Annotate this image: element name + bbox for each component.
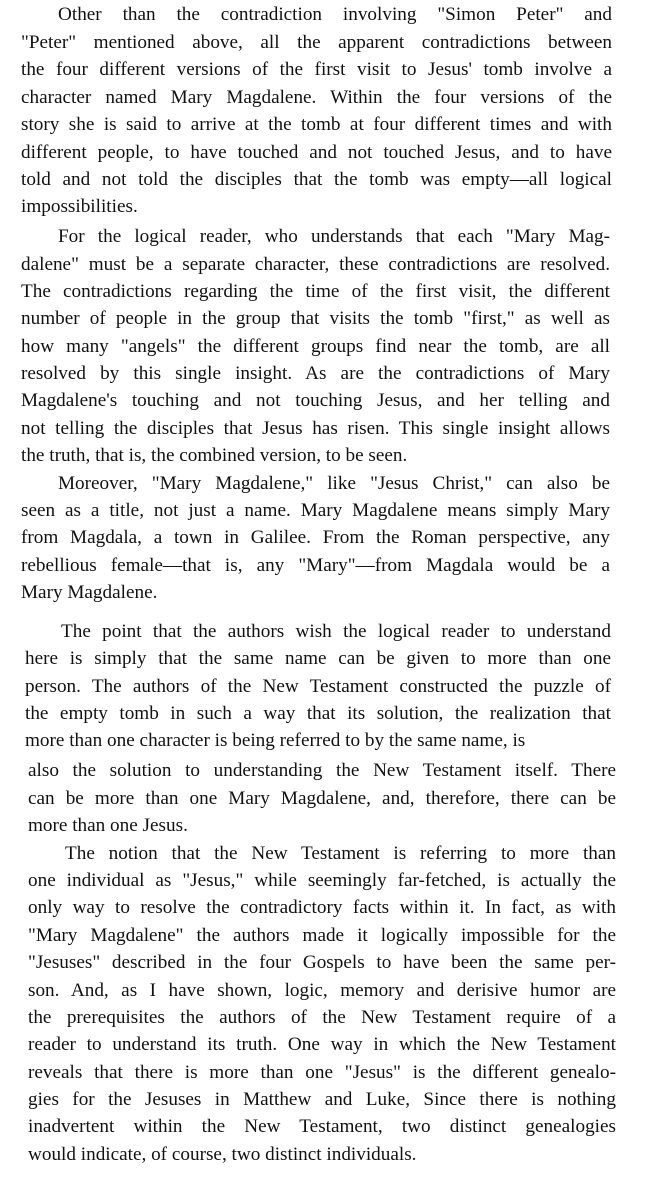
text-line: the truth, that is, the combined version, to be seen. bbox=[21, 445, 408, 466]
text-line: person. The authors of the New Testament constructed the puzzle of bbox=[25, 676, 611, 697]
text-line: resolved by this single insight. As are the contradictions of Mary bbox=[21, 363, 610, 384]
text-line: son. And, as I have shown, logic, memory and derisive humor are bbox=[28, 980, 616, 1001]
text-line: "Mary Magdalene" the authors made it logically impossible for the bbox=[28, 925, 616, 946]
text-line: not telling the disciples that Jesus has risen. This single insight allows bbox=[21, 418, 610, 439]
text-line: the empty tomb in such a way that its solution, the realization that bbox=[25, 703, 611, 724]
text-line: told and not told the disciples that the tomb was empty—all logical bbox=[21, 169, 612, 190]
text-line: The contradictions regarding the time of the first visit, the different bbox=[21, 281, 610, 302]
text-line: more than one Jesus. bbox=[28, 815, 188, 836]
text-line: would indicate, of course, two distinct individuals. bbox=[28, 1144, 417, 1165]
text-line: "Jesuses" described in the four Gospels to have been the same per- bbox=[28, 952, 616, 973]
text-line: seen as a title, not just a name. Mary Magdalene means simply Mary bbox=[21, 500, 610, 521]
text-line: story she is said to arrive at the tomb at four different times and with bbox=[21, 114, 612, 135]
text-line: can be more than one Mary Magdalene, and, therefore, there can be bbox=[28, 788, 616, 809]
text-line: number of people in the group that visits the tomb "first," as well as bbox=[21, 308, 610, 329]
text-line: dalene" must be a separate character, these contradictions are resolved. bbox=[21, 254, 610, 275]
text-line: from Magdala, a town in Galilee. From the Roman perspective, any bbox=[21, 527, 610, 548]
text-line: impossibilities. bbox=[21, 196, 138, 217]
text-line: reader to understand its truth. One way in which the New Testament bbox=[28, 1034, 616, 1055]
text-line: Other than the contradiction involving "Simon Peter" and bbox=[58, 4, 612, 25]
text-line: Mary Magdalene. bbox=[21, 582, 158, 603]
text-line: The notion that the New Testament is referring to more than bbox=[65, 843, 616, 864]
text-line: Moreover, "Mary Magdalene," like "Jesus Christ," can also be bbox=[58, 473, 610, 494]
text-line: For the logical reader, who understands that each "Mary Mag- bbox=[58, 226, 610, 247]
text-line: inadvertent within the New Testament, two distinct genealogies bbox=[28, 1116, 616, 1137]
text-line: reveals that there is more than one "Jesus" is the different genealo- bbox=[28, 1062, 616, 1083]
text-line: here is simply that the same name can be given to more than one bbox=[25, 648, 611, 669]
text-line: Magdalene's touching and not touching Jesus, and her telling and bbox=[21, 390, 610, 411]
text-line: the prerequisites the authors of the New Testament require of a bbox=[28, 1007, 616, 1028]
text-line: more than one character is being referred to by the same name, is bbox=[25, 730, 526, 751]
text-line: how many "angels" the different groups find near the tomb, are all bbox=[21, 336, 610, 357]
text-line: one individual as "Jesus," while seemingly far-fetched, is actually the bbox=[28, 870, 616, 891]
text-line: gies for the Jesuses in Matthew and Luke, Since there is nothing bbox=[28, 1089, 616, 1110]
text-line: only way to resolve the contradictory facts within it. In fact, as with bbox=[28, 897, 616, 918]
text-line: different people, to have touched and not touched Jesus, and to have bbox=[21, 142, 612, 163]
text-line: also the solution to understanding the New Testament itself. There bbox=[28, 760, 616, 781]
text-line: "Peter" mentioned above, all the apparent contradictions between bbox=[21, 32, 612, 53]
text-line: rebellious female—that is, any "Mary"—from Magdala would be a bbox=[21, 555, 610, 576]
text-line: character named Mary Magdalene. Within the four versions of the bbox=[21, 87, 612, 108]
text-line: the four different versions of the first visit to Jesus' tomb involve a bbox=[21, 59, 612, 80]
text-line: The point that the authors wish the logical reader to understand bbox=[61, 621, 611, 642]
